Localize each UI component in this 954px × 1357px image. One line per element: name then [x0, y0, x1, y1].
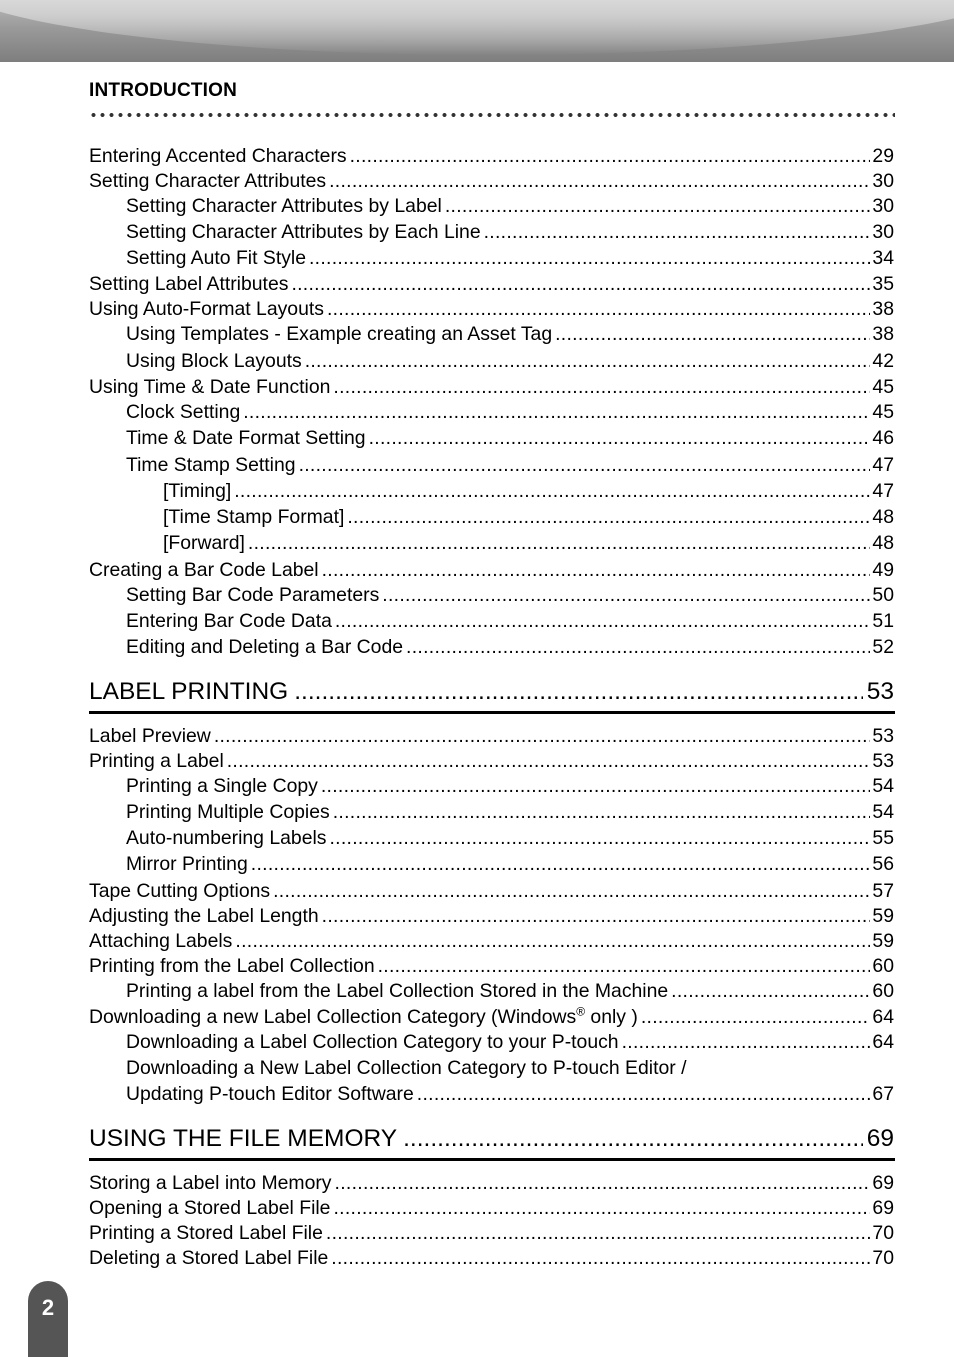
- toc-entry-label: Printing a Label: [89, 750, 224, 772]
- toc-entry-page: 57: [872, 880, 894, 902]
- toc-entry-label: Mirror Printing: [126, 853, 248, 875]
- toc-entry-page: 59: [872, 905, 894, 927]
- section-title: INTRODUCTION: [89, 80, 238, 101]
- toc-entry-page: 64: [872, 1006, 894, 1028]
- toc-entry-page: 51: [872, 610, 894, 632]
- toc-entry[interactable]: [89, 375, 894, 399]
- toc-entry-label: Time & Date Format Setting: [126, 427, 366, 449]
- toc-entry-label: Creating a Bar Code Label: [89, 559, 319, 581]
- dot-leader: [406, 635, 870, 659]
- chapter-rule: [89, 711, 895, 714]
- dot-leader: [622, 1030, 871, 1054]
- toc-entry-label: Updating P-touch Editor Software: [126, 1083, 414, 1105]
- toc-entry-label: Printing from the Label Collection: [89, 955, 375, 977]
- dot-leader: [322, 904, 871, 928]
- toc-entry[interactable]: [126, 220, 894, 244]
- toc-entry-page: 34: [872, 247, 894, 269]
- toc-entry-page: 45: [872, 376, 894, 398]
- dot-leader: [235, 929, 870, 953]
- toc-entry[interactable]: [126, 1030, 894, 1054]
- chapter-page: 53: [866, 678, 894, 705]
- toc-entry-label: Label Preview: [89, 725, 211, 747]
- toc-entry-wrapped-line2[interactable]: [126, 1082, 894, 1106]
- toc-entry[interactable]: [89, 558, 894, 582]
- toc-entry-label: Using Time & Date Function: [89, 376, 331, 398]
- toc-entry-page: 54: [872, 801, 894, 823]
- chapter-title: LABEL PRINTING: [89, 678, 289, 705]
- toc-entry[interactable]: [89, 724, 894, 748]
- toc-entry-label: Printing a Single Copy: [126, 775, 318, 797]
- toc-entry-wrapped-line1[interactable]: [126, 1056, 894, 1080]
- dot-leader: [214, 724, 871, 748]
- dot-leader: [445, 194, 871, 218]
- toc-entry[interactable]: [126, 609, 894, 633]
- dot-leader: [326, 1221, 871, 1245]
- toc-entry-page: 53: [872, 725, 894, 747]
- chapter-title: USING THE FILE MEMORY: [89, 1125, 398, 1152]
- toc-entry-label: Attaching Labels: [89, 930, 233, 952]
- toc-entry-label: Printing a label from the Label Collection Stored in the Machine: [126, 980, 669, 1002]
- toc-entry-page: 46: [872, 427, 894, 449]
- toc-entry-label: Printing Multiple Copies: [126, 801, 330, 823]
- toc-entry-page: 45: [872, 401, 894, 423]
- toc-entry-page: 56: [872, 853, 894, 875]
- toc-entry-page: 30: [872, 221, 894, 243]
- dot-leader: [335, 1171, 871, 1195]
- toc-entry-label: Clock Setting: [126, 401, 241, 423]
- toc-entry-label: Auto-numbering Labels: [126, 827, 327, 849]
- toc-entry[interactable]: [126, 349, 894, 373]
- toc-entry-page: 69: [872, 1197, 894, 1219]
- dot-leader: [234, 479, 870, 503]
- toc-entry-label: Opening a Stored Label File: [89, 1197, 331, 1219]
- toc-entry-page: 30: [872, 195, 894, 217]
- toc-entry-label: [Timing]: [163, 480, 232, 502]
- dot-leader: [333, 375, 870, 399]
- toc-entry[interactable]: [89, 144, 894, 168]
- dot-leader: [417, 1082, 871, 1106]
- toc-entry-label: Setting Character Attributes by Label: [126, 195, 442, 217]
- toc-entry[interactable]: [163, 479, 894, 503]
- dot-leader: [330, 826, 871, 850]
- toc-entry-label: Tape Cutting Options: [89, 880, 271, 902]
- chapter-rule: [89, 1158, 895, 1161]
- toc-entry[interactable]: [89, 1221, 894, 1245]
- toc-entry-page: 55: [872, 827, 894, 849]
- page-number-tab: [28, 1281, 68, 1357]
- toc-entry[interactable]: [126, 852, 894, 876]
- dot-leader: [555, 322, 870, 346]
- toc-entry-label: Setting Label Attributes: [89, 273, 289, 295]
- toc-entry[interactable]: [89, 879, 894, 903]
- toc-entry-label: Deleting a Stored Label File: [89, 1247, 329, 1269]
- dot-leader: [641, 1005, 871, 1029]
- dot-leader: [294, 677, 863, 707]
- toc-entry[interactable]: [126, 400, 894, 424]
- toc-entry-page: 67: [872, 1083, 894, 1105]
- dot-leader: [484, 220, 871, 244]
- dot-leader: [327, 297, 870, 321]
- toc-entry[interactable]: [126, 800, 894, 824]
- toc-entry[interactable]: [89, 1171, 894, 1195]
- toc-entry[interactable]: [89, 1196, 894, 1220]
- toc-entry-page: 60: [872, 980, 894, 1002]
- toc-entry-page: 54: [872, 775, 894, 797]
- header-band: [0, 0, 954, 62]
- toc-entry-label: Printing a Stored Label File: [89, 1222, 323, 1244]
- toc-entry-page: 49: [872, 559, 894, 581]
- toc-entry-label: Downloading a New Label Collection Category to P-touch Editor /: [126, 1057, 687, 1079]
- dot-leader: [403, 1124, 863, 1154]
- toc-entry-page: 30: [872, 170, 894, 192]
- dot-leader: [671, 979, 870, 1003]
- dot-leader: [273, 879, 870, 903]
- toc-entry-label: Time Stamp Setting: [126, 454, 296, 476]
- toc-entry-page: 48: [872, 506, 894, 528]
- toc-entry-label: Adjusting the Label Length: [89, 905, 319, 927]
- toc-entry[interactable]: [126, 194, 894, 218]
- toc-entry-label: [Time Stamp Format]: [163, 506, 345, 528]
- toc-entry-page: 38: [872, 323, 894, 345]
- toc-entry-page: 69: [872, 1172, 894, 1194]
- toc-entry-label: Setting Character Attributes: [89, 170, 327, 192]
- toc-entry[interactable]: [126, 322, 894, 346]
- toc-entry-label: Using Block Layouts: [126, 350, 302, 372]
- dot-leader: [291, 272, 870, 296]
- toc-entry-label: Using Auto-Format Layouts: [89, 298, 324, 320]
- toc-entry-label: Setting Character Attributes by Each Line: [126, 221, 481, 243]
- chapter-heading-file-memory[interactable]: [89, 1124, 894, 1154]
- toc-entry-label: [Forward]: [163, 532, 245, 554]
- toc-entry-label: Editing and Deleting a Bar Code: [126, 636, 404, 658]
- toc-entry-page: 70: [872, 1222, 894, 1244]
- toc-entry[interactable]: [126, 635, 894, 659]
- dot-leader: [350, 144, 871, 168]
- toc-entry[interactable]: [126, 426, 894, 450]
- dot-leader: [382, 583, 870, 607]
- toc-entry-page: 38: [872, 298, 894, 320]
- toc-entry-page: 47: [872, 480, 894, 502]
- toc-entry-page: 52: [872, 636, 894, 658]
- toc-entry-label: Storing a Label into Memory: [89, 1172, 332, 1194]
- dot-leader: [248, 531, 871, 555]
- toc-entry-page: 50: [872, 584, 894, 606]
- toc-entry-label: Setting Auto Fit Style: [126, 247, 306, 269]
- dot-leader: [305, 349, 871, 373]
- toc-entry[interactable]: [89, 954, 894, 978]
- toc-entry-page: 35: [872, 273, 894, 295]
- dot-leader: [299, 453, 871, 477]
- toc-entry[interactable]: [89, 169, 894, 193]
- toc-entry[interactable]: [89, 749, 894, 773]
- dot-leader: [333, 1196, 870, 1220]
- toc-entry-label: Entering Bar Code Data: [126, 610, 332, 632]
- dot-leader: [331, 1246, 870, 1270]
- toc-entry[interactable]: [89, 272, 894, 296]
- toc-entry-page: 42: [872, 350, 894, 372]
- dotted-divider: [89, 111, 895, 119]
- toc-entry[interactable]: [126, 453, 894, 477]
- toc-entry-label: Downloading a new Label Collection Category (Windows® only ): [89, 1004, 638, 1028]
- dot-leader: [333, 800, 871, 824]
- dot-leader: [322, 558, 871, 582]
- toc-entry[interactable]: [126, 246, 894, 270]
- toc-entry-download-category[interactable]: [89, 1005, 894, 1029]
- toc-entry-label: Entering Accented Characters: [89, 145, 347, 167]
- toc-entry[interactable]: [126, 826, 894, 850]
- toc-entry-page: 60: [872, 955, 894, 977]
- chapter-page: 69: [866, 1125, 894, 1152]
- page-number: 2: [41, 1295, 55, 1320]
- dot-leader: [335, 609, 871, 633]
- toc-entry-label: Downloading a Label Collection Category to your P-touch: [126, 1031, 619, 1053]
- dot-leader: [227, 749, 871, 773]
- toc-entry-page: 47: [872, 454, 894, 476]
- dot-leader: [309, 246, 870, 270]
- dot-leader: [243, 400, 870, 424]
- toc-entry[interactable]: [126, 583, 894, 607]
- dot-leader: [329, 169, 870, 193]
- dot-leader: [378, 954, 871, 978]
- toc-entry[interactable]: [89, 1246, 894, 1270]
- toc-entry-page: 53: [872, 750, 894, 772]
- toc-entry[interactable]: [89, 297, 894, 321]
- toc-entry[interactable]: [89, 929, 894, 953]
- toc-entry-label: Using Templates - Example creating an Asset Tag: [126, 323, 553, 345]
- chapter-heading-label-printing[interactable]: [89, 677, 894, 707]
- dot-leader: [347, 505, 870, 529]
- dot-leader: [321, 774, 871, 798]
- toc-entry-page: 59: [872, 930, 894, 952]
- toc-entry-page: 64: [872, 1031, 894, 1053]
- toc-entry[interactable]: [89, 904, 894, 928]
- toc-entry-page: 29: [872, 145, 894, 167]
- toc-entry[interactable]: [163, 505, 894, 529]
- toc-entry-label: Setting Bar Code Parameters: [126, 584, 380, 606]
- toc-entry[interactable]: [126, 774, 894, 798]
- toc-entry-page: 70: [872, 1247, 894, 1269]
- toc-entry-page: 48: [872, 532, 894, 554]
- dot-leader: [369, 426, 871, 450]
- toc-entry[interactable]: [126, 979, 894, 1003]
- toc-entry[interactable]: [163, 531, 894, 555]
- dot-leader: [251, 852, 871, 876]
